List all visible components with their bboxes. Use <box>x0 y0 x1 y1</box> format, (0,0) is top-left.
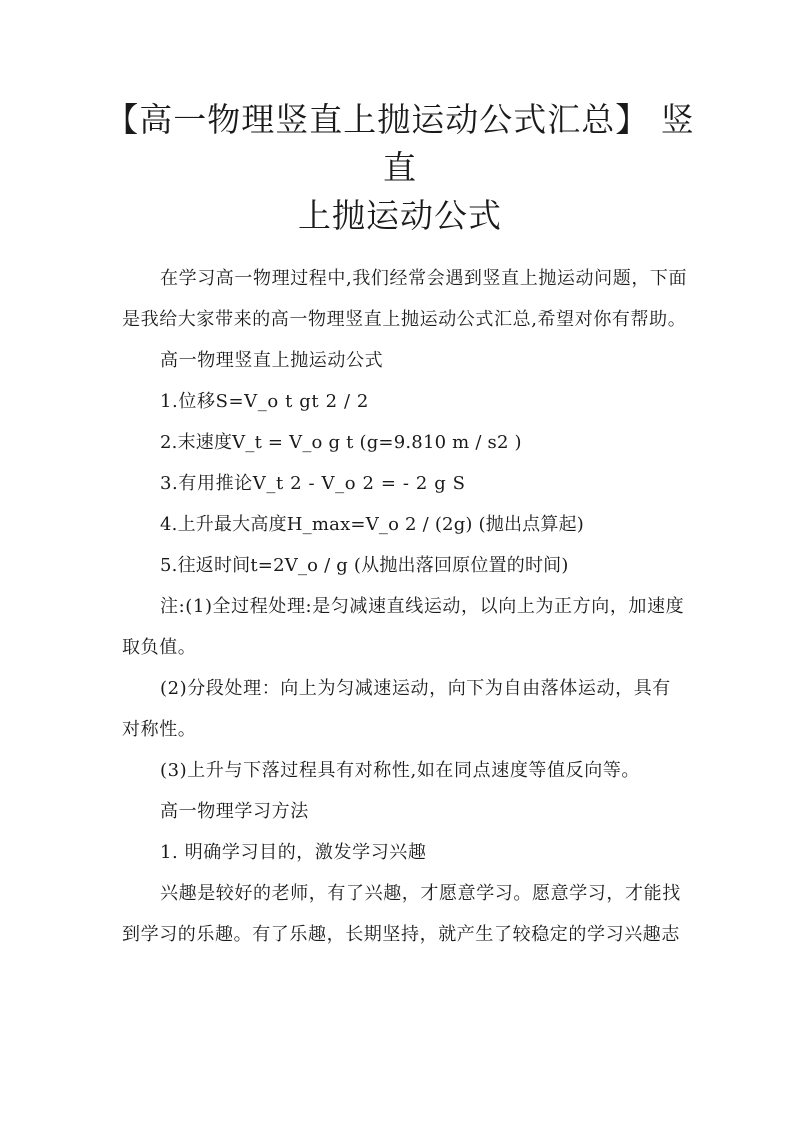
note-whole-process: 注:(1)全过程处理:是匀减速直线运动，以向上为正方向，加速度取负值。 <box>122 596 685 658</box>
method-1-heading: 1. 明确学习目的，激发学习兴趣 <box>160 842 427 863</box>
section-heading-formulas: 高一物理竖直上抛运动公式 <box>160 350 384 371</box>
formula-round-trip-time: 5.往返时间t=2V_o / g (从抛出落回原位置的时间) <box>160 555 569 576</box>
title-line-1: 【高一物理竖直上抛运动公式汇总】 竖直 <box>105 100 695 187</box>
formula-final-velocity: 2.末速度V_t = V_o g t (g=9.810 m / s2 ) <box>160 432 522 453</box>
title-line-2: 上抛运动公式 <box>298 196 502 235</box>
document-title <box>100 96 700 240</box>
formula-max-height: 4.上升最大高度H_max=V_o 2 / (2g) (抛出点算起) <box>160 514 585 535</box>
note-segmented: (2)分段处理：向上为匀减速运动，向下为自由落体运动，具有对称性。 <box>122 678 671 740</box>
method-1-paragraph: 兴趣是较好的老师，有了兴趣，才愿意学习。愿意学习，才能找到学习的乐趣。有了乐趣，长期坚持，就产生了较稳定的学习兴趣志 <box>122 883 681 945</box>
formula-corollary: 3.有用推论V_t 2 - V_o 2 = - 2 g S <box>160 473 466 494</box>
note-symmetry: (3)上升与下落过程具有对称性,如在同点速度等值反向等。 <box>160 760 641 781</box>
formula-displacement: 1.位移S=V_o t gt 2 / 2 <box>160 391 369 412</box>
intro-paragraph: 在学习高一物理过程中,我们经常会遇到竖直上抛运动问题，下面是我给大家带来的高一物理竖直上抛运动公式汇总,希望对你有帮助。 <box>122 268 688 330</box>
section-heading-methods: 高一物理学习方法 <box>160 801 309 822</box>
document-body <box>122 258 688 955</box>
